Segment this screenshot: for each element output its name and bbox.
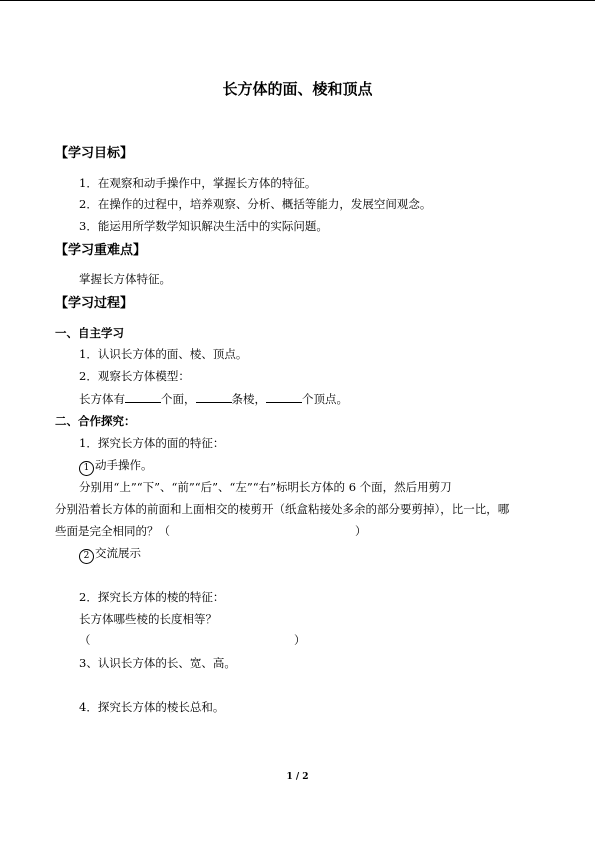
vertices-blank[interactable] xyxy=(266,391,302,403)
top-border-line xyxy=(0,0,595,1)
part2-item-2-question: 长方体哪些棱的长度相等？ xyxy=(79,612,217,626)
edges-blank[interactable] xyxy=(196,391,232,403)
part1-fill-line xyxy=(79,391,348,406)
objectives-heading: 【学习目标】 xyxy=(55,146,134,161)
part2-item-2-open: （ xyxy=(79,633,91,647)
key-points-text: 掌握长方体特征。 xyxy=(79,272,171,286)
part2-heading: 二、合作探究： xyxy=(55,414,136,428)
part2-step-1 xyxy=(79,458,153,476)
part2-item-2: 2．探究长方体的棱的特征： xyxy=(79,590,225,604)
part1-item-2: 2．观察长方体模型： xyxy=(79,369,190,383)
part1-item-1: 1．认识长方体的面、棱、顶点。 xyxy=(79,347,248,361)
part2-item-2-close: ） xyxy=(294,633,306,647)
step-1-text: 动手操作。 xyxy=(95,458,153,472)
fill-prefix: 长方体有 xyxy=(79,392,125,406)
objective-item-1: 1．在观察和动手操作中，掌握长方体的特征。 xyxy=(79,176,317,190)
fill-suffix: 个顶点。 xyxy=(302,392,348,406)
part2-item-4: 4．探究长方体的棱长总和。 xyxy=(79,700,225,714)
page-number: 1 / 2 xyxy=(286,772,309,782)
faces-blank[interactable] xyxy=(125,391,161,403)
page-title: 长方体的面、棱和顶点 xyxy=(222,80,373,98)
part2-para-line-2: 分别沿着长方体的前面和上面相交的棱剪开（纸盒粘接处多余的部分要剪掉），比一比，哪 xyxy=(55,502,510,516)
fill-mid2: 条棱， xyxy=(231,392,266,406)
part2-item-1: 1．探究长方体的面的特征： xyxy=(79,436,225,450)
process-heading: 【学习过程】 xyxy=(55,296,134,311)
part2-step-2 xyxy=(79,546,141,564)
objective-item-2: 2．在操作的过程中，培养观察、分析、概括等能力，发展空间观念。 xyxy=(79,197,432,211)
key-points-heading: 【学习重难点】 xyxy=(55,243,147,258)
part1-heading: 一、自主学习 xyxy=(55,326,124,340)
part2-item-3: 3、认识长方体的长、宽、高。 xyxy=(79,656,236,670)
part2-para-line-1: 分别用“上”“下”、“前”“后”、“左”“右”标明长方体的 6 个面，然后用剪刀 xyxy=(79,480,452,494)
circled-number-1: 1 xyxy=(79,461,94,476)
part2-para-close: ） xyxy=(355,524,367,538)
circled-number-2: 2 xyxy=(79,549,94,564)
objective-item-3: 3．能运用所学数学知识解决生活中的实际问题。 xyxy=(79,219,328,233)
part2-para-line-3: 些面是完全相同的？（ xyxy=(55,524,170,538)
step-2-text: 交流展示 xyxy=(95,546,141,560)
fill-mid1: 个面， xyxy=(161,392,196,406)
